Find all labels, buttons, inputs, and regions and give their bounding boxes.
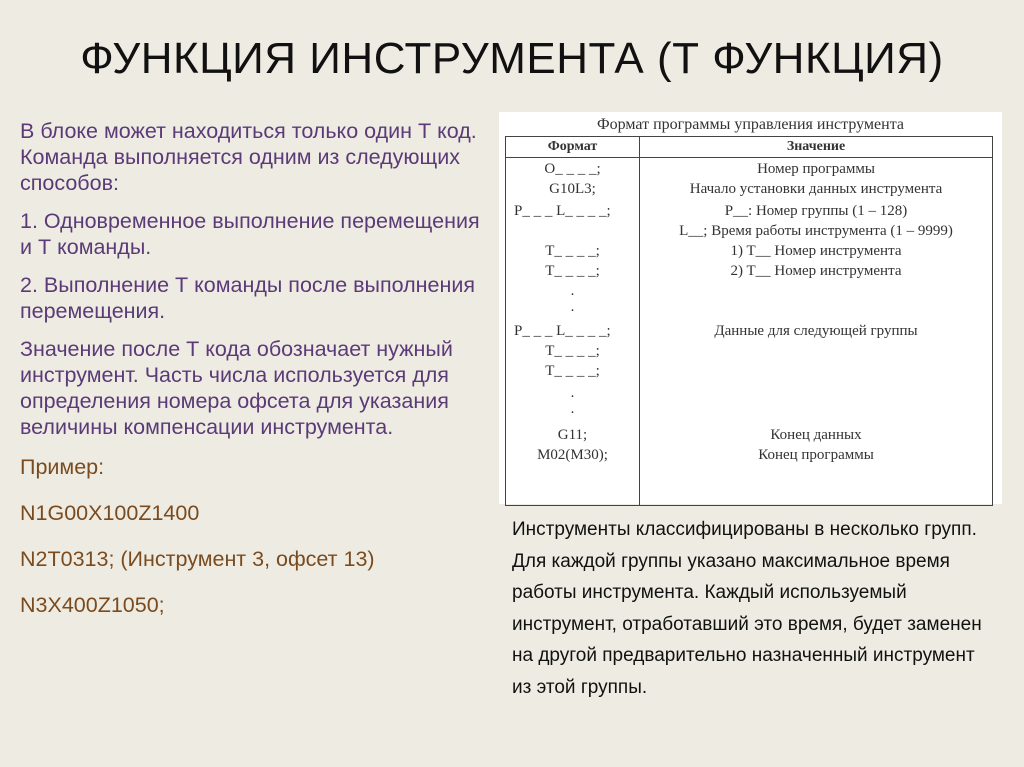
example-line-3: N3X400Z1050; — [20, 593, 165, 617]
row-meaning: 2) T__ Номер инструмента — [730, 263, 902, 279]
row-meaning: Данные для следующей группы — [714, 323, 918, 339]
row-format: G10L3; — [549, 181, 596, 197]
groups-description: Инструменты классифицированы в несколько групп. Для каждой группы указано максимальное время работы инструмента. Каждый используемый инструмент, отработавший это время, будет заменен на другой предварительно назначенный инструмент из этой группы. — [512, 519, 982, 698]
row-meaning: Номер программы — [757, 161, 875, 177]
left-column — [20, 118, 490, 638]
example-label: Пример: — [20, 455, 105, 479]
row-format: . — [570, 385, 575, 401]
table-header-format: Формат — [547, 139, 598, 154]
example-line-1: N1G00X100Z1400 — [20, 501, 200, 525]
method-2: 2. Выполнение Т команды после выполнения перемещения. — [20, 273, 476, 323]
row-format: T_ _ _ _; — [545, 343, 600, 359]
row-format: . — [570, 299, 575, 315]
row-meaning: L__; Время работы инструмента (1 – 9999) — [679, 223, 953, 239]
row-format: . — [570, 283, 575, 299]
table-header-divider — [506, 157, 992, 158]
row-meaning: P__: Номер группы (1 – 128) — [724, 203, 908, 219]
row-format: T_ _ _ _; — [545, 363, 600, 379]
table-header-meaning: Значение — [786, 139, 846, 154]
row-meaning: Конец программы — [758, 447, 874, 463]
row-format: O_ _ _ _; — [544, 161, 601, 177]
row-format: P_ _ _ L_ _ _ _; — [514, 203, 611, 219]
table-caption: Формат программы управления инструмента — [597, 116, 904, 133]
intro-paragraph: В блоке может находиться только один Т код. Команда выполняется одним из следующих способов: — [20, 119, 477, 195]
format-table — [505, 136, 993, 506]
slide-title: ФУНКЦИЯ ИНСТРУМЕНТА (Т ФУНКЦИЯ) — [80, 34, 944, 83]
meaning-paragraph: Значение после Т кода обозначает нужный инструмент. Часть числа используется для определения номера офсета для указания величины компенсации инструмента. — [20, 337, 453, 439]
row-meaning: Конец данных — [770, 427, 862, 443]
row-format: P_ _ _ L_ _ _ _; — [514, 323, 611, 339]
row-meaning: 1) T__ Номер инструмента — [730, 243, 902, 259]
format-table-image — [499, 112, 1002, 504]
row-format: T_ _ _ _; — [545, 263, 600, 279]
row-format: M02(M30); — [537, 447, 608, 463]
row-format: T_ _ _ _; — [545, 243, 600, 259]
method-1: 1. Одновременное выполнение перемещения и Т команды. — [20, 209, 480, 259]
row-meaning: Начало установки данных инструмента — [689, 181, 943, 197]
row-format: . — [570, 401, 575, 417]
row-format: G11; — [557, 427, 588, 443]
example-line-2: N2T0313; (Инструмент 3, офсет 13) — [20, 547, 375, 571]
